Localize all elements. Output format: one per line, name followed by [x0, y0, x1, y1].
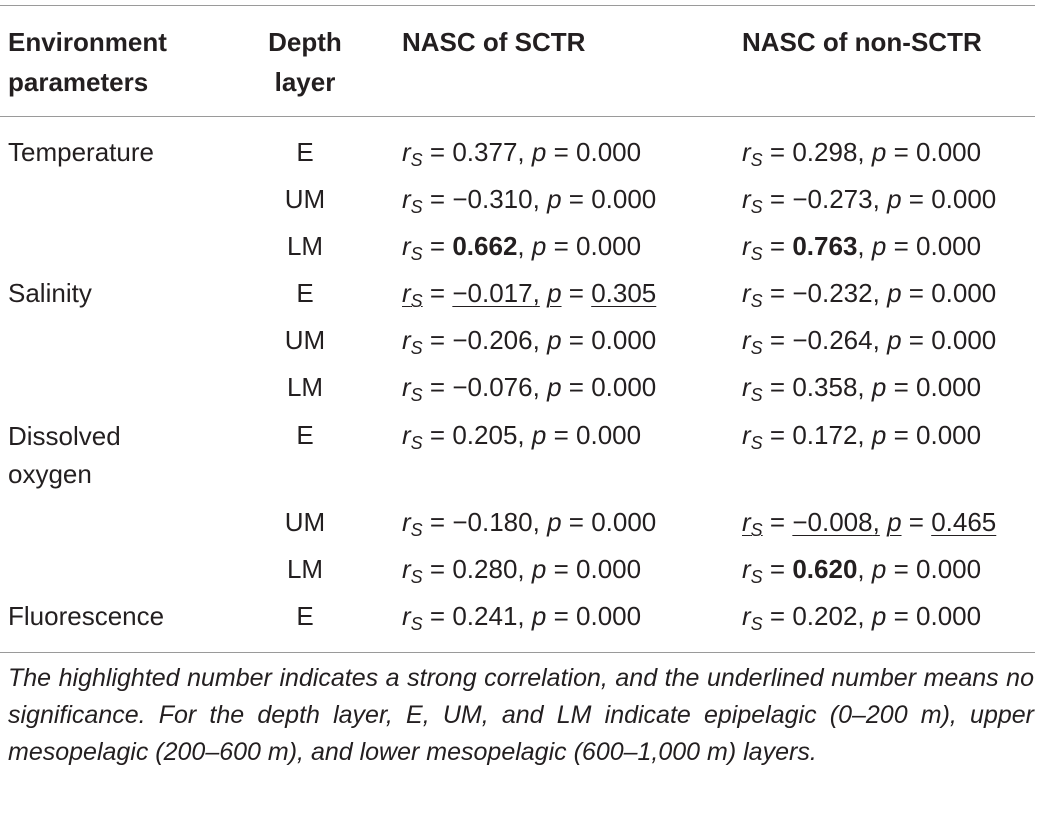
r-value: −0.264	[792, 325, 873, 355]
depth-layer-cell: E	[296, 420, 314, 450]
r-symbol: $r_S$	[402, 184, 423, 217]
equals-sign: =	[893, 601, 909, 631]
equals-sign: =	[429, 137, 446, 167]
p-value: 0.000	[931, 325, 997, 355]
r-group: −0.232,	[792, 278, 880, 308]
p-value: 0.000	[916, 231, 982, 261]
p-symbol: p	[887, 278, 902, 308]
r-group: −0.206,	[452, 325, 540, 355]
r-value: −0.310	[452, 184, 533, 214]
nasc-non-sctr-cell	[742, 412, 981, 467]
p-symbol: p	[547, 278, 562, 308]
r-group: 0.620,	[792, 554, 865, 584]
p-value: 0.000	[916, 372, 982, 402]
equals-sign: =	[769, 278, 786, 308]
p-symbol: p	[547, 507, 562, 537]
depth-layer-cell: UM	[284, 507, 326, 537]
equals-sign: =	[553, 231, 569, 261]
r-symbol: $r_S$	[402, 137, 423, 170]
p-symbol: p	[531, 137, 547, 167]
r-value: 0.620	[792, 554, 858, 584]
equals-sign: =	[769, 137, 786, 167]
r-value: 0.662	[452, 231, 518, 261]
r-symbol: $r_S$	[742, 554, 763, 587]
r-symbol: $r_S$	[402, 372, 423, 405]
r-symbol: $r_S$	[742, 601, 763, 634]
r-value: 0.172	[792, 420, 858, 450]
header-env-line-2: parameters	[8, 67, 149, 97]
r-symbol: $r_S$	[402, 601, 423, 634]
depth-layer-cell: E	[296, 601, 314, 631]
equals-sign: =	[893, 231, 909, 261]
r-symbol: $r_S$	[742, 372, 763, 405]
p-symbol: p	[887, 507, 902, 537]
equals-sign: =	[769, 325, 786, 355]
header-environment-parameters	[8, 22, 167, 102]
r-value: −0.180	[452, 507, 533, 537]
nasc-sctr-cell	[402, 593, 641, 648]
equals-sign: =	[908, 184, 924, 214]
equals-sign: =	[893, 372, 909, 402]
r-value: −0.206	[452, 325, 533, 355]
r-group: 0.205,	[452, 420, 525, 450]
r-value: 0.241	[452, 601, 518, 631]
table-footnote: The highlighted number indicates a strong correlation, and the underlined number means no significance. For the depth layer, E, UM, and LM indicate epipelagic (0–200 m), upper mesopelagic (200–600 m), and lower mesopelagic (600–1,000 m) layers.	[8, 664, 1034, 766]
r-group: −0.076,	[452, 372, 540, 402]
r-value: −0.076	[452, 372, 533, 402]
header-depth-line-2: layer	[274, 67, 336, 97]
r-group: 0.763,	[792, 231, 865, 261]
nasc-non-sctr-cell	[742, 593, 981, 648]
r-value: 0.280	[452, 554, 518, 584]
equals-sign: =	[769, 601, 786, 631]
r-value: 0.298	[792, 137, 858, 167]
equals-sign: =	[893, 137, 909, 167]
p-symbol: p	[887, 325, 902, 355]
r-value: 0.358	[792, 372, 858, 402]
env-parameter-cell: Dissolved oxygen	[8, 421, 121, 489]
equals-sign: =	[568, 278, 584, 308]
r-group: −0.310,	[452, 184, 540, 214]
r-group: 0.172,	[792, 420, 865, 450]
equals-sign: =	[568, 507, 584, 537]
r-value: 0.205	[452, 420, 518, 450]
r-value: 0.202	[792, 601, 858, 631]
header-bottom-rule	[0, 116, 1035, 117]
p-value: 0.000	[931, 278, 997, 308]
equals-sign: =	[429, 184, 446, 214]
r-value: −0.273	[792, 184, 873, 214]
nasc-sctr-cell	[402, 364, 656, 419]
r-group: −0.264,	[792, 325, 880, 355]
r-symbol: $r_S$	[742, 325, 763, 358]
p-symbol: p	[871, 372, 887, 402]
p-value: 0.000	[576, 231, 642, 261]
r-value: −0.017	[452, 278, 533, 308]
p-symbol: p	[547, 184, 562, 214]
equals-sign: =	[429, 420, 446, 450]
r-value: 0.377	[452, 137, 518, 167]
r-value: −0.008	[792, 507, 873, 537]
p-value: 0.465	[931, 507, 997, 537]
equals-sign: =	[429, 372, 446, 402]
r-symbol: $r_S$	[742, 137, 763, 170]
env-parameter-cell: Salinity	[8, 278, 92, 308]
depth-layer-cell: UM	[284, 325, 326, 355]
equals-sign: =	[429, 507, 446, 537]
p-value: 0.000	[916, 601, 982, 631]
r-group: 0.202,	[792, 601, 865, 631]
depth-layer-cell: LM	[286, 231, 324, 261]
r-symbol: $r_S$	[402, 325, 423, 358]
equals-sign: =	[769, 507, 786, 537]
r-symbol: $r_S$	[742, 184, 763, 217]
r-symbol: $r_S$	[742, 420, 763, 453]
env-parameter-cell: Fluorescence	[8, 601, 165, 631]
p-symbol: p	[531, 231, 547, 261]
p-symbol: p	[531, 601, 547, 631]
p-value: 0.305	[591, 278, 657, 308]
r-group: 0.358,	[792, 372, 865, 402]
equals-sign: =	[553, 137, 569, 167]
p-value: 0.000	[576, 554, 642, 584]
r-group: −0.273,	[792, 184, 880, 214]
table-top-rule	[0, 5, 1035, 6]
r-value: −0.232	[792, 278, 873, 308]
r-group: 0.241,	[452, 601, 525, 631]
r-group: 0.377,	[452, 137, 525, 167]
p-value: 0.000	[916, 554, 982, 584]
r-symbol: $r_S$	[742, 507, 763, 540]
depth-layer-cell: E	[296, 278, 314, 308]
equals-sign: =	[908, 507, 924, 537]
p-value: 0.000	[576, 601, 642, 631]
p-symbol: p	[547, 325, 562, 355]
equals-sign: =	[893, 420, 909, 450]
r-symbol: $r_S$	[402, 554, 423, 587]
equals-sign: =	[769, 554, 786, 584]
p-symbol: p	[547, 372, 562, 402]
r-group: −0.180,	[452, 507, 540, 537]
equals-sign: =	[568, 372, 584, 402]
p-value: 0.000	[591, 184, 657, 214]
r-symbol: $r_S$	[742, 231, 763, 264]
depth-layer-cell: LM	[286, 554, 324, 584]
equals-sign: =	[908, 325, 924, 355]
equals-sign: =	[429, 601, 446, 631]
equals-sign: =	[553, 601, 569, 631]
p-symbol: p	[871, 601, 887, 631]
p-symbol: p	[871, 420, 887, 450]
r-value: 0.763	[792, 231, 858, 261]
equals-sign: =	[568, 325, 584, 355]
equals-sign: =	[429, 325, 446, 355]
p-value: 0.000	[591, 372, 657, 402]
equals-sign: =	[429, 554, 446, 584]
equals-sign: =	[769, 184, 786, 214]
p-symbol: p	[531, 554, 547, 584]
nasc-non-sctr-cell	[742, 364, 981, 419]
depth-layer-cell: E	[296, 137, 314, 167]
r-symbol: $r_S$	[402, 507, 423, 540]
p-value: 0.000	[931, 184, 997, 214]
equals-sign: =	[429, 278, 446, 308]
p-value: 0.000	[591, 325, 657, 355]
env-parameter-cell: Temperature	[8, 137, 154, 167]
header-depth-line-1: Depth	[268, 27, 342, 57]
p-symbol: p	[887, 184, 902, 214]
r-group: 0.280,	[452, 554, 525, 584]
equals-sign: =	[769, 231, 786, 261]
header-nasc-non-sctr: NASC of non-SCTR	[742, 27, 982, 57]
header-depth-layer	[264, 22, 346, 102]
depth-layer-cell: UM	[284, 184, 326, 214]
header-nasc-sctr: NASC of SCTR	[402, 27, 586, 57]
equals-sign: =	[769, 372, 786, 402]
equals-sign: =	[769, 420, 786, 450]
r-group: 0.298,	[792, 137, 865, 167]
r-group: 0.662,	[452, 231, 525, 261]
equals-sign: =	[893, 554, 909, 584]
r-group: −0.008,	[792, 507, 880, 537]
equals-sign: =	[553, 554, 569, 584]
p-value: 0.000	[916, 137, 982, 167]
header-env-line-1: Environment	[8, 27, 167, 57]
p-value: 0.000	[916, 420, 982, 450]
p-symbol: p	[871, 231, 887, 261]
r-symbol: $r_S$	[402, 420, 423, 453]
equals-sign: =	[429, 231, 446, 261]
p-symbol: p	[871, 554, 887, 584]
r-symbol: $r_S$	[742, 278, 763, 311]
equals-sign: =	[553, 420, 569, 450]
depth-layer-cell: LM	[286, 372, 324, 402]
p-value: 0.000	[576, 420, 642, 450]
nasc-sctr-cell	[402, 412, 641, 467]
p-value: 0.000	[576, 137, 642, 167]
r-symbol: $r_S$	[402, 231, 423, 264]
r-group: −0.017,	[452, 278, 540, 308]
r-symbol: $r_S$	[402, 278, 423, 311]
equals-sign: =	[568, 184, 584, 214]
table-bottom-rule	[0, 652, 1035, 653]
equals-sign: =	[908, 278, 924, 308]
p-value: 0.000	[591, 507, 657, 537]
p-symbol: p	[531, 420, 547, 450]
p-symbol: p	[871, 137, 887, 167]
